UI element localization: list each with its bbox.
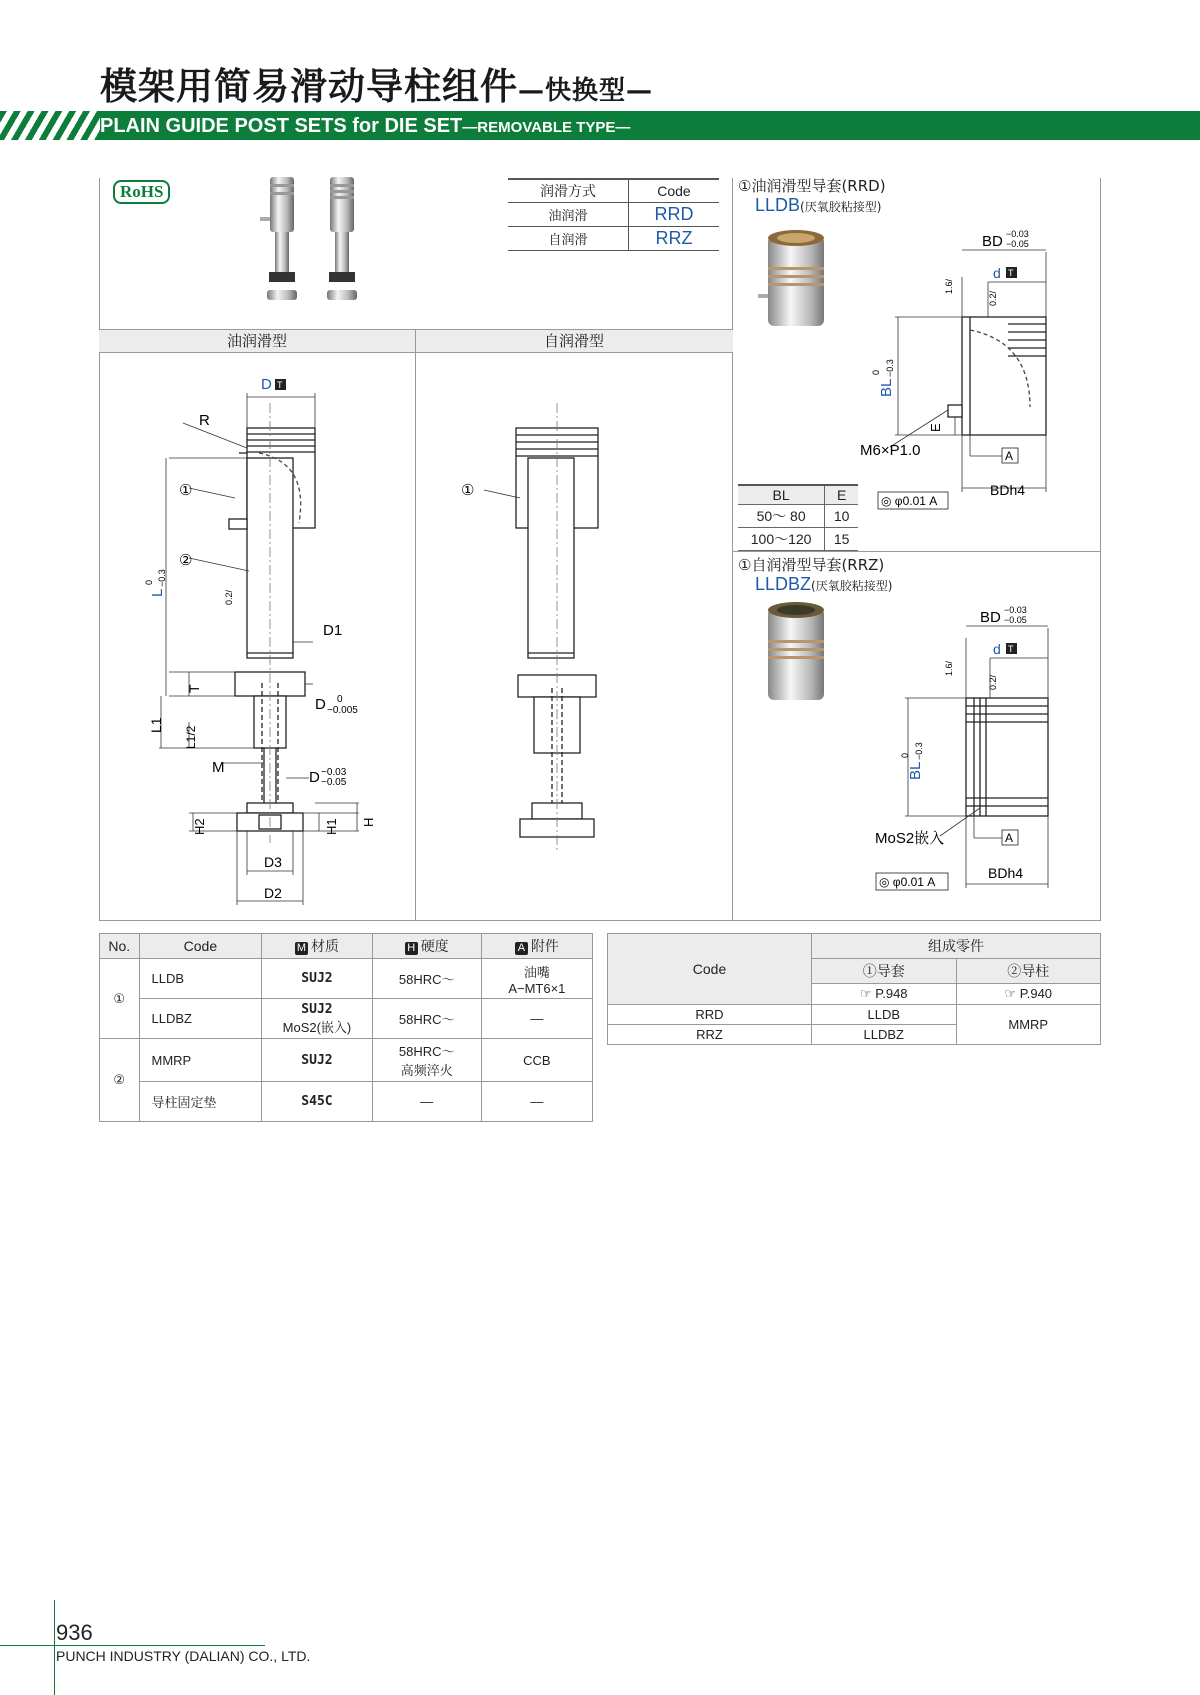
divider-rrd-rrz [732, 551, 1101, 552]
lube-code: RRD [628, 203, 719, 227]
footer-rule-horizontal [0, 1645, 265, 1646]
table-row [100, 959, 593, 999]
spec-hardness: — [372, 1082, 481, 1122]
parts-header-group: 组成零件 [812, 934, 1101, 959]
spec-header-material [262, 934, 372, 959]
spec-accessory: — [481, 999, 592, 1039]
parts-table [607, 933, 1101, 1045]
spec-code: LLDB [139, 959, 262, 999]
parts-ref-post[interactable] [956, 984, 1101, 1005]
lube-method: 自润滑 [508, 227, 628, 251]
bl-e-table [738, 484, 858, 551]
parts-ref-post-page: P.940 [1019, 986, 1053, 1001]
rrz-dim-BDh4: BDh4 [988, 865, 1024, 881]
lube-table-header [508, 179, 719, 203]
rrz-code-line [755, 574, 892, 595]
spec-material-line1: SUJ2 [301, 1001, 333, 1017]
page-title-en [100, 115, 630, 138]
rrd-roughness-16: 1.6/ [944, 278, 954, 294]
rrd-dim-BD-up: −0.03 [1006, 229, 1029, 239]
spec-header-accessory-label: 附件 [530, 938, 559, 954]
be-e: 15 [825, 528, 858, 551]
pointing-hand-icon: ☞ [859, 986, 876, 1001]
dim-R: R [199, 412, 210, 429]
rrz-coaxiality: ◎ φ0.01 A [879, 875, 936, 889]
callout-2: ② [179, 552, 193, 569]
dim-D-fit: D [315, 696, 326, 713]
callout-1: ① [179, 482, 193, 499]
rrd-coaxiality: ◎ φ0.01 A [881, 494, 938, 508]
material-badge-icon: M [296, 942, 307, 954]
spec-hardness-line1: 58HRC～ [398, 1044, 455, 1059]
page-title [100, 56, 653, 110]
dim-T-badge: T [277, 380, 283, 390]
parts-code: RRD [608, 1005, 812, 1025]
rrd-dim-BD: BD [982, 233, 1003, 250]
spec-material: SUJ2 [262, 1039, 372, 1082]
rrd-dim-T: T [1008, 268, 1014, 278]
table-row [100, 1039, 593, 1082]
spec-accessory-line1: 油嘴 [523, 964, 550, 980]
rrd-dim-BL-dn: −0.3 [885, 359, 895, 377]
spec-material [262, 999, 372, 1039]
table-header [738, 485, 858, 505]
page-number: 936 [56, 1620, 93, 1645]
spec-header-code: Code [139, 934, 262, 959]
dim-D-tol-dn: −0.005 [327, 705, 358, 716]
parts-header-bush: ①导套 [812, 959, 957, 984]
spec-hardness-line2: 高频淬火 [400, 1063, 453, 1078]
rrz-dim-d: d [993, 641, 1001, 657]
rrz-roughness-02: 0.2/ [988, 674, 998, 690]
dim-L-tol-dn: −0.3 [157, 569, 167, 587]
dim-D2: D2 [264, 885, 282, 901]
dim-D-shank: D [309, 769, 320, 786]
rrz-datum-A: A [1005, 831, 1014, 845]
spec-material: S45C [262, 1082, 372, 1122]
section-oil: 油润滑型 [226, 332, 287, 350]
rrd-dim-BL: BL [878, 378, 895, 397]
parts-code: RRZ [608, 1025, 812, 1045]
spec-header-hardness [372, 934, 481, 959]
dim-D-shank-dn: −0.05 [321, 777, 347, 788]
lube-header-code: Code [628, 179, 719, 203]
be-bl: 50～ 80 [738, 505, 825, 528]
table-row [100, 999, 593, 1039]
rrz-dim-BL-up: 0 [900, 752, 910, 758]
parts-post: MMRP [956, 1005, 1101, 1045]
table-row [100, 1082, 593, 1122]
dim-L1: L1 [148, 717, 164, 733]
dim-M: M [212, 759, 225, 776]
rrd-roughness-02: 0.2/ [988, 290, 998, 306]
spec-header [100, 934, 593, 959]
spec-accessory [481, 959, 592, 999]
spec-hardness [372, 1039, 481, 1082]
oil-type-drawing [99, 353, 415, 921]
dim-L-tol-up: 0 [144, 579, 154, 585]
dim-D-shank-up: −0.03 [321, 767, 347, 778]
company-name: PUNCH INDUSTRY (DALIAN) CO., LTD. [56, 1648, 311, 1664]
spec-table [99, 933, 593, 1122]
dim-T: T [186, 684, 202, 693]
spec-material-line2: MoS2(嵌入) [282, 1019, 352, 1035]
parts-bush: LLDB [812, 1005, 957, 1025]
table-row [738, 505, 858, 528]
spec-hardness: 58HRC～ [372, 999, 481, 1039]
lube-method: 油润滑 [508, 203, 628, 227]
parts-ref-bush-page: P.948 [875, 986, 908, 1001]
be-header-bl: BL [738, 485, 825, 505]
spec-accessory: — [481, 1082, 592, 1122]
callout-1-self: ① [461, 482, 475, 499]
rrz-roughness-16: 1.6/ [944, 660, 954, 676]
parts-ref-bush[interactable] [812, 984, 957, 1005]
rrd-dim-E: E [928, 423, 943, 432]
rrd-code: LLDB [755, 195, 801, 215]
spec-header-hardness-label: 硬度 [420, 938, 449, 954]
rrz-drawing [740, 598, 1120, 898]
dim-H: H [361, 817, 376, 827]
spec-material: SUJ2 [262, 959, 372, 999]
self-type-drawing [416, 353, 732, 921]
rrd-grease-nipple-label: M6×P1.0 [860, 442, 921, 459]
spec-no: ② [100, 1039, 140, 1122]
lube-header-method: 润滑方式 [508, 179, 628, 203]
be-bl: 100～120 [738, 528, 825, 551]
rrd-dim-d: d [993, 265, 1001, 281]
rrz-dim-BD-up: −0.03 [1004, 605, 1027, 615]
spec-accessory: CCB [481, 1039, 592, 1082]
lube-code: RRZ [628, 227, 719, 251]
spec-code: LLDBZ [139, 999, 262, 1039]
dim-L: L [149, 588, 166, 597]
footer-rule-vertical [54, 1600, 55, 1695]
rrz-dim-BD-dn: −0.05 [1004, 615, 1027, 625]
rohs-badge: RoHS [113, 180, 170, 204]
table-row [608, 1005, 1101, 1025]
rrd-code-line [755, 195, 881, 216]
title-cn-suffix: —快换型— [518, 76, 654, 106]
dim-H1: H1 [324, 818, 339, 835]
rrz-dim-BL: BL [907, 761, 924, 780]
rrz-code: LLDBZ [755, 574, 812, 594]
parts-header-row [608, 934, 1101, 959]
table-row [508, 227, 719, 251]
dim-D3: D3 [264, 854, 282, 870]
rrd-dim-BDh4: BDh4 [990, 482, 1026, 498]
dim-D1: D1 [323, 622, 343, 639]
title-en-main: PLAIN GUIDE POST SETS for DIE SET [100, 115, 463, 137]
rrz-note: (厌氧胶粘接型) [811, 579, 893, 593]
rrd-dim-BD-dn: −0.05 [1006, 239, 1029, 249]
title-cn-main: 模架用简易滑动导柱组件 [100, 65, 518, 108]
dim-L1-half: L1/2 [184, 725, 198, 749]
pointing-hand-icon: ☞ [1004, 986, 1020, 1001]
be-header-e: E [825, 485, 858, 505]
spec-header-material-label: 材质 [310, 938, 339, 954]
hardness-badge-icon: H [405, 942, 418, 955]
parts-bush: LLDBZ [812, 1025, 957, 1045]
be-e: 10 [825, 505, 858, 528]
rrz-title: ①自润滑型导套(RRZ) [738, 556, 885, 574]
dim-D: D [261, 376, 272, 393]
parts-header-post: ②导柱 [956, 959, 1101, 984]
divider-right [732, 178, 733, 921]
accessory-badge-icon: A [515, 942, 528, 955]
rrz-dim-T: T [1008, 644, 1014, 654]
spec-hardness: 58HRC～ [372, 959, 481, 999]
spec-header-no: No. [100, 934, 140, 959]
dim-H2: H2 [192, 818, 207, 835]
rrd-drawing [740, 222, 1120, 512]
rrz-dim-BL-dn: −0.3 [914, 742, 924, 760]
lube-table [508, 178, 719, 251]
spec-no: ① [100, 959, 140, 1039]
parts-header-code: Code [608, 934, 812, 1005]
dim-D-tol-up: 0 [337, 694, 343, 705]
rrd-note: (厌氧胶粘接型) [800, 200, 882, 214]
table-row [508, 203, 719, 227]
spec-code: 导柱固定垫 [139, 1082, 262, 1122]
product-photo-posts [255, 172, 385, 312]
spec-accessory-line2: A−MT6×1 [508, 980, 566, 996]
rrz-dim-BD: BD [980, 609, 1001, 626]
rrz-mos2-label: MoS2嵌入 [875, 830, 945, 847]
spec-header-accessory [481, 934, 592, 959]
rrd-dim-BL-up: 0 [871, 369, 881, 375]
section-self: 自润滑型 [543, 332, 604, 350]
rrd-title: ①油润滑型导套(RRD) [738, 177, 886, 195]
table-row [738, 528, 858, 551]
spec-code: MMRP [139, 1039, 262, 1082]
rrd-datum-A: A [1005, 449, 1014, 463]
roughness-02: 0.2/ [224, 589, 234, 605]
banner-stripes [0, 111, 100, 140]
title-en-suffix: —REMOVABLE TYPE— [462, 119, 631, 136]
